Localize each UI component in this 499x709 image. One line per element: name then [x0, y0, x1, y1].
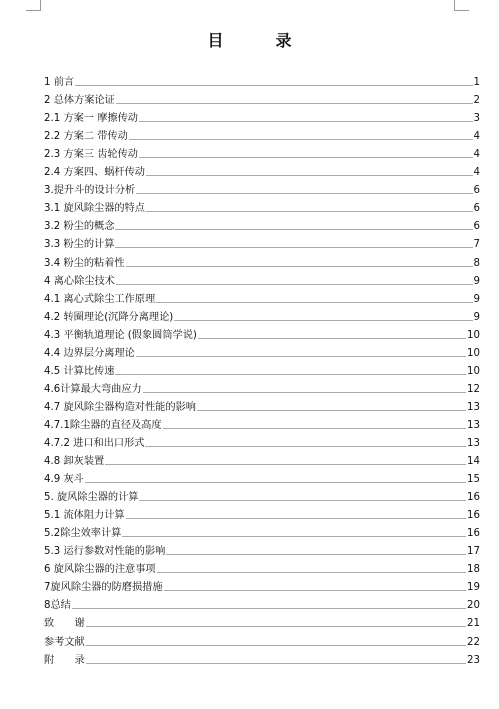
toc-dot-leader: [126, 266, 473, 267]
toc-entry-label: 5.2除尘效率计算: [44, 528, 122, 540]
toc-entry-page-number: 1: [473, 77, 480, 89]
toc-dot-leader: [85, 482, 466, 483]
toc-entry-label: 4.4 边界层分离理论: [44, 347, 135, 359]
toc-entry[interactable]: [44, 161, 480, 179]
toc-entry-label: 4 离心除尘技术: [44, 275, 115, 287]
toc-entry-page-number: 12: [467, 383, 480, 395]
toc-entry[interactable]: [44, 125, 480, 143]
toc-entry-page-number: 9: [473, 311, 480, 323]
toc-entry-page-number: 16: [467, 492, 480, 504]
toc-entry-page-number: 18: [467, 564, 480, 576]
toc-entry[interactable]: [44, 396, 480, 414]
toc-entry-page-number: 23: [467, 654, 480, 666]
toc-entry-label: 3.提升斗的设计分析: [44, 185, 136, 197]
toc-dot-leader: [86, 626, 466, 627]
toc-entry[interactable]: [44, 414, 480, 432]
toc-dot-leader: [115, 229, 472, 230]
toc-entry-page-number: 15: [467, 474, 480, 486]
toc-entry[interactable]: [44, 576, 480, 594]
toc-entry-label: 2.1 方案一 摩擦传动: [44, 113, 138, 125]
toc-dot-leader: [116, 284, 473, 285]
toc-entry-label: 2.4 方案四、蜗杆传动: [44, 167, 145, 179]
toc-entry-label: 5.1 流体阻力计算: [44, 510, 125, 522]
toc-dot-leader: [72, 608, 466, 609]
toc-entry-label: 4.7.2 进口和出口形式: [44, 437, 145, 449]
toc-entry-label: 5.3 运行参数对性能的影响: [44, 546, 166, 558]
toc-entry[interactable]: [44, 558, 480, 576]
toc-dot-leader: [116, 103, 473, 104]
toc-entry[interactable]: [44, 504, 480, 522]
toc-dot-leader: [129, 139, 473, 140]
toc-entry-page-number: 9: [473, 293, 480, 305]
toc-dot-leader: [146, 175, 473, 176]
toc-dot-leader: [139, 157, 473, 158]
toc-entry-page-number: 4: [473, 149, 480, 161]
toc-entry-label: 4.2 转圈理论(沉降分离理论): [44, 311, 174, 323]
toc-dot-leader: [174, 320, 472, 321]
toc-entry-page-number: 16: [467, 510, 480, 522]
toc-dot-leader: [136, 193, 472, 194]
toc-entry[interactable]: [44, 432, 480, 450]
toc-entry-page-number: 21: [467, 618, 480, 630]
toc-entry-label: 4.1 离心式除尘工作原理: [44, 293, 156, 305]
toc-entry-label: 4.6计算最大弯曲应力: [44, 383, 142, 395]
toc-title: 目 录: [207, 31, 310, 50]
toc-entry[interactable]: [44, 143, 480, 161]
toc-entry-page-number: 9: [473, 275, 480, 287]
toc-entry[interactable]: [44, 378, 480, 396]
toc-entry[interactable]: [44, 107, 480, 125]
toc-entry-label: 1 前言: [44, 77, 75, 89]
toc-dot-leader: [136, 356, 466, 357]
toc-entry[interactable]: [44, 288, 480, 306]
toc-entry-label: 参考文献: [44, 636, 85, 648]
toc-entry[interactable]: [44, 179, 480, 197]
toc-entry-label: 8总结: [44, 600, 71, 612]
toc-dot-leader: [126, 518, 466, 519]
toc-dot-leader: [86, 645, 466, 646]
toc-entry-label: 6 旋风除尘器的注意事项: [44, 564, 156, 576]
toc-entry-page-number: 4: [473, 167, 480, 179]
toc-dot-leader: [198, 338, 466, 339]
toc-entry[interactable]: [44, 89, 480, 107]
toc-entry-page-number: 16: [467, 528, 480, 540]
toc-entry-label: 4.5 计算比传速: [44, 365, 115, 377]
toc-entry-page-number: 13: [467, 437, 480, 449]
toc-entry-page-number: 6: [473, 185, 480, 197]
toc-dot-leader: [164, 590, 466, 591]
toc-entry[interactable]: [44, 630, 480, 648]
toc-entry-label: 4.9 灰斗: [44, 474, 84, 486]
toc-entry-label: 3.1 旋风除尘器的特点: [44, 203, 145, 215]
crop-mark-top-right: [454, 0, 469, 11]
toc-entry-label: 4.7.1除尘器的直径及高度: [44, 419, 162, 431]
toc-entry-label: 5. 旋风除尘器的计算: [44, 492, 139, 504]
toc-entry-label: 3.2 粉尘的概念: [44, 221, 115, 233]
crop-mark-top-left: [26, 0, 41, 11]
toc-entry-label: 4.7 旋风除尘器构造对性能的影响: [44, 401, 196, 413]
toc-entry-page-number: 19: [467, 582, 480, 594]
toc-dot-leader: [197, 410, 466, 411]
toc-entry-label: 2.2 方案二 带传动: [44, 131, 128, 143]
toc-dot-leader: [139, 121, 473, 122]
toc-entry[interactable]: [44, 540, 480, 558]
toc-entry[interactable]: [44, 612, 480, 630]
toc-entry-page-number: 22: [467, 636, 480, 648]
toc-entry-page-number: 4: [473, 131, 480, 143]
toc-entry[interactable]: [44, 486, 480, 504]
toc-dot-leader: [143, 392, 466, 393]
toc-entry-label: 2.3 方案三 齿轮传动: [44, 149, 138, 161]
toc-dot-leader: [115, 374, 466, 375]
table-of-contents: [44, 71, 480, 667]
toc-entry[interactable]: [44, 594, 480, 612]
toc-entry-label: 3.4 粉尘的粘着性: [44, 257, 125, 269]
toc-entry-label: 3.3 粉尘的计算: [44, 239, 115, 251]
toc-entry[interactable]: [44, 270, 480, 288]
toc-dot-leader: [115, 247, 472, 248]
toc-entry-label: 附 录: [44, 654, 85, 666]
toc-dot-leader: [163, 428, 466, 429]
toc-dot-leader: [146, 211, 473, 212]
toc-entry[interactable]: [44, 360, 480, 378]
toc-entry-page-number: 7: [473, 239, 480, 251]
toc-entry-page-number: 3: [473, 113, 480, 125]
toc-entry-page-number: 2: [473, 95, 480, 107]
toc-entry[interactable]: [44, 468, 480, 486]
toc-entry[interactable]: [44, 306, 480, 324]
toc-entry-label: 致 谢: [44, 618, 85, 630]
toc-entry-page-number: 8: [473, 257, 480, 269]
toc-entry-page-number: 20: [467, 600, 480, 612]
toc-entry-page-number: 6: [473, 203, 480, 215]
toc-entry[interactable]: [44, 197, 480, 215]
toc-dot-leader: [105, 464, 466, 465]
toc-dot-leader: [75, 85, 472, 86]
toc-entry-page-number: 17: [467, 546, 480, 558]
toc-entry-page-number: 14: [467, 456, 480, 468]
toc-dot-leader: [145, 446, 466, 447]
toc-dot-leader: [157, 572, 466, 573]
toc-entry[interactable]: [44, 342, 480, 360]
toc-entry-label: 2 总体方案论证: [44, 95, 115, 107]
toc-entry[interactable]: [44, 233, 480, 251]
toc-dot-leader: [122, 536, 466, 537]
toc-entry[interactable]: [44, 324, 480, 342]
toc-entry-label: 4.8 卸灰装置: [44, 456, 105, 468]
toc-entry[interactable]: [44, 251, 480, 269]
toc-entry-label: 7旋风除尘器的防磨损措施: [44, 582, 163, 594]
toc-entry-page-number: 10: [467, 347, 480, 359]
toc-entry-page-number: 10: [467, 329, 480, 341]
toc-entry[interactable]: [44, 71, 480, 89]
toc-entry[interactable]: [44, 522, 480, 540]
toc-entry[interactable]: [44, 649, 480, 667]
toc-dot-leader: [139, 500, 466, 501]
toc-entry-page-number: 13: [467, 401, 480, 413]
toc-dot-leader: [166, 554, 466, 555]
toc-dot-leader: [156, 302, 472, 303]
toc-entry[interactable]: [44, 450, 480, 468]
toc-entry-page-number: 10: [467, 365, 480, 377]
toc-entry[interactable]: [44, 215, 480, 233]
toc-entry-label: 4.3 平衡轨道理论 (假象圆筒学说): [44, 329, 197, 341]
toc-entry-page-number: 6: [473, 221, 480, 233]
toc-entry-page-number: 13: [467, 419, 480, 431]
toc-dot-leader: [86, 663, 466, 664]
